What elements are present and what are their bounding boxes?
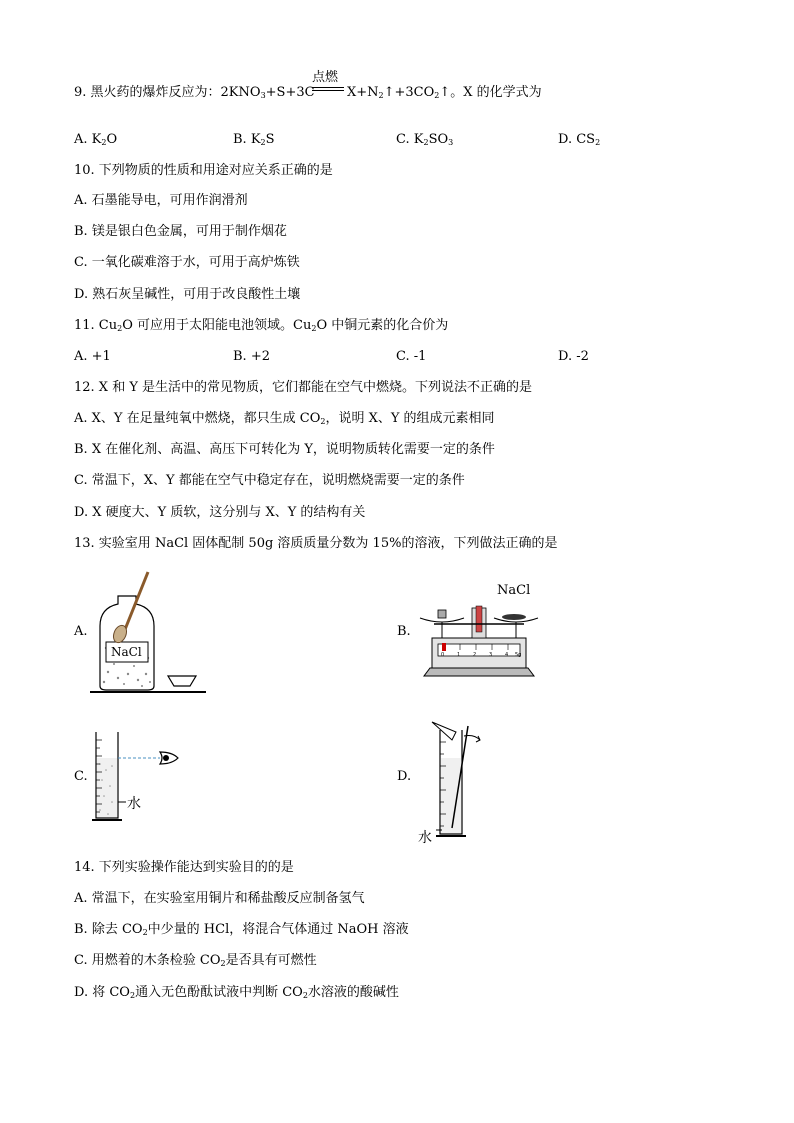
svg-text:4: 4 xyxy=(505,652,509,658)
q9-option-b: B. $K_2S$ xyxy=(233,132,275,147)
reaction-condition: 点燃 xyxy=(312,70,339,85)
reaction-arrow-bottom xyxy=(312,90,344,91)
water-label-d: 水 xyxy=(418,830,432,846)
q9-stem-right: $X+N_2↑+3CO_2↑$。X 的化学式为 xyxy=(347,85,542,100)
svg-text:2: 2 xyxy=(473,652,477,658)
q11-option-a: A. +1 xyxy=(74,349,111,364)
q14-stem: 14. 下列实验操作能达到实验目的的是 xyxy=(74,860,294,875)
svg-text:3: 3 xyxy=(489,652,493,658)
q9-stem-left: 9. 黑火药的爆炸反应为：$2KNO_3+S+3C$ xyxy=(74,85,315,100)
q12-option-a: A. X、Y 在足量纯氧中燃烧，都只生成 $CO_2$，说明 X、Y 的组成元素相同 xyxy=(74,411,495,426)
balance-label: NaCl xyxy=(497,583,531,598)
figure-d-cylinder-rod xyxy=(412,718,502,848)
figure-a-reagent-jar xyxy=(90,568,210,696)
q10-option-c: C. 一氧化碳难溶于水，可用于高炉炼铁 xyxy=(74,255,300,270)
figure-b-balance xyxy=(416,580,542,686)
svg-text:1: 1 xyxy=(457,652,461,658)
q11-option-b: B. +2 xyxy=(233,349,270,364)
q10-option-d: D. 熟石灰呈碱性，可用于改良酸性土壤 xyxy=(74,287,301,302)
q11-stem: 11. $Cu_2O$ 可应用于太阳能电池领域。$Cu_2O$ 中铜元素的化合价为 xyxy=(74,318,449,333)
q14-option-c: C. 用燃着的木条检验 $CO_2$是否具有可燃性 xyxy=(74,953,317,968)
q12-stem: 12. X 和 Y 是生活中的常见物质，它们都能在空气中燃烧。下列说法不正确的是 xyxy=(74,380,533,395)
q11-option-c: C. -1 xyxy=(396,349,427,364)
q13-label-a: A. xyxy=(74,624,88,639)
q10-option-b: B. 镁是银白色金属，可用于制作烟花 xyxy=(74,224,287,239)
svg-text:0: 0 xyxy=(441,652,445,658)
q9-option-c: C. $K_2SO_3$ xyxy=(396,132,454,147)
figure-c-cylinder xyxy=(90,730,190,826)
q10-stem: 10. 下列物质的性质和用途对应关系正确的是 xyxy=(74,163,333,178)
q12-option-d: D. X 硬度大、Y 质软，这分别与 X、Y 的结构有关 xyxy=(74,505,366,520)
q13-label-c: C. xyxy=(74,769,88,784)
q10-option-a: A. 石墨能导电，可用作润滑剂 xyxy=(74,193,248,208)
q11-option-d: D. -2 xyxy=(558,349,589,364)
water-label-c: 水 xyxy=(127,796,141,812)
jar-label: NaCl xyxy=(111,645,142,659)
q9-option-d: D. $CS_2$ xyxy=(558,132,601,147)
q14-option-d: D. 将 $CO_2$通入无色酚酞试液中判断 $CO_2$水溶液的酸碱性 xyxy=(74,985,399,1000)
q12-option-c: C. 常温下，X、Y 都能在空气中稳定存在，说明燃烧需要一定的条件 xyxy=(74,473,465,488)
q13-label-d: D. xyxy=(397,769,412,784)
reaction-arrow-top xyxy=(312,87,344,88)
svg-text:5g: 5g xyxy=(515,652,522,658)
q14-option-a: A. 常温下，在实验室用铜片和稀盐酸反应制备氢气 xyxy=(74,891,365,906)
q13-label-b: B. xyxy=(397,624,411,639)
q9-option-a: A. $K_2O$ xyxy=(74,132,118,147)
q13-stem: 13. 实验室用 NaCl 固体配制 50g 溶质质量分数为 15%的溶液，下列做法正确的是 xyxy=(74,536,558,551)
q12-option-b: B. X 在催化剂、高温、高压下可转化为 Y，说明物质转化需要一定的条件 xyxy=(74,442,495,457)
q14-option-b: B. 除去 $CO_2$中少量的 HCl，将混合气体通过 NaOH 溶液 xyxy=(74,922,409,937)
